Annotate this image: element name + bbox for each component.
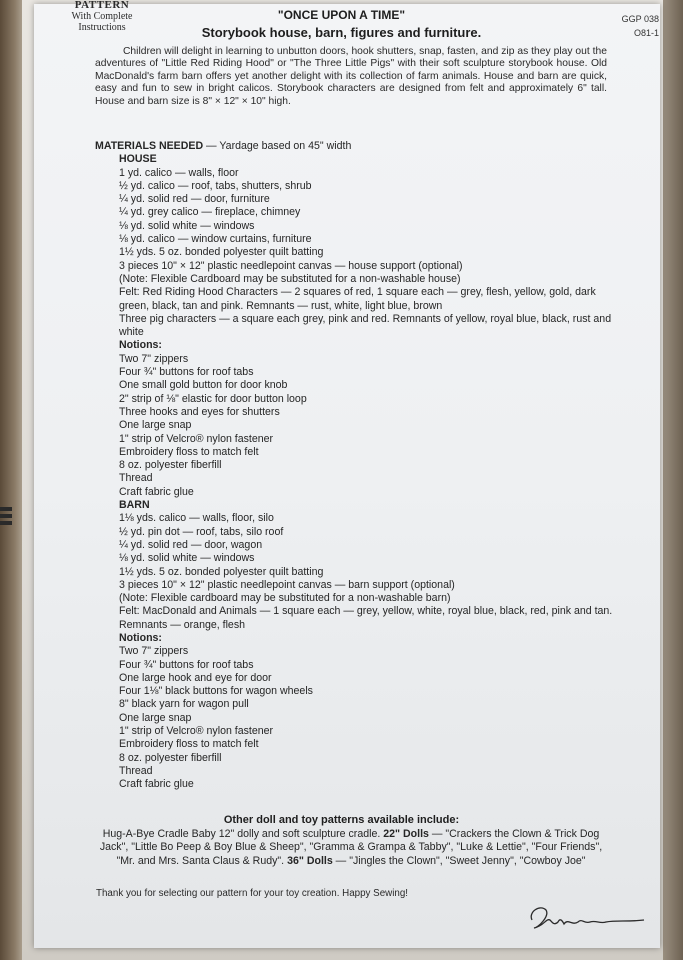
barn-notion-item: Four ¾" buttons for roof tabs (119, 658, 254, 671)
house-material-item: 1½ yds. 5 oz. bonded polyester quilt batting (119, 246, 324, 259)
house-items (95, 167, 615, 340)
barn-heading: BARN (119, 499, 150, 512)
barn-notion-item: Two 7" zippers (119, 645, 189, 658)
thank-you-note: Thank you for selecting our pattern for your toy creation. Happy Sewing! (96, 888, 409, 899)
house-material-item: Three pig characters — a square each grey, pink and red. Remnants of yellow, royal blue, black, rust and white (119, 312, 612, 339)
logo-line: With Complete (71, 11, 133, 22)
code-number: GGP 038 (621, 14, 659, 24)
house-material-item: ¼ yd. solid red — door, furniture (119, 193, 270, 206)
barn-notion-item: 8 oz. polyester fiberfill (119, 751, 222, 764)
barn-notion-item: Craft fabric glue (119, 778, 194, 791)
barn-notion-item: One large snap (119, 711, 192, 724)
house-material-item: 3 pieces 10" × 12" plastic needlepoint canvas — house support (optional) (119, 259, 463, 272)
other-text: Hug-A-Bye Cradle Baby 12" dolly and soft sculpture cradle. (102, 828, 384, 840)
materials-title: MATERIALS NEEDED (95, 140, 204, 152)
house-notion-item: One small gold button for door knob (119, 379, 288, 392)
house-notion-item: One large snap (119, 419, 192, 432)
dolls-36-label: 36" Dolls (287, 854, 333, 867)
house-notions (95, 353, 615, 499)
page-subtitle: Storybook house, barn, figures and furniture. (201, 25, 482, 40)
tape-mark (0, 521, 12, 525)
barn-notion-item: Thread (119, 764, 153, 777)
signature (520, 898, 650, 938)
barn-notions-heading: Notions: (119, 631, 162, 644)
barn-material-item: ⅛ yd. solid white — windows (119, 552, 255, 565)
house-notion-item: 2" strip of ⅛" elastic for door button loop (119, 392, 307, 405)
house-notion-item: Embroidery floss to match felt (119, 445, 259, 458)
other-patterns-heading: Other doll and toy patterns available include: (223, 814, 460, 826)
house-material-item: ¼ yd. grey calico — fireplace, chimney (119, 206, 301, 219)
dolls-22-label: 22" Dolls (383, 828, 429, 840)
logo-line: Instructions (78, 22, 126, 33)
barn-material-item: 1½ yds. 5 oz. bonded polyester quilt batting (119, 565, 324, 578)
other-text: — "Jingles the Clown", "Sweet Jenny", "Cowboy Joe" (332, 854, 586, 867)
house-material-item: ⅛ yd. solid white — windows (119, 219, 255, 232)
code-sub: O81-1 (633, 28, 659, 38)
intro-paragraph (95, 46, 607, 108)
barn-material-item: ½ yd. pin dot — roof, tabs, silo roof (119, 525, 284, 538)
house-material-item: ½ yd. calico — roof, tabs, shutters, shrub (119, 179, 312, 192)
barn-items (95, 512, 615, 632)
barn-material-item: (Note: Flexible cardboard may be substituted for a non-washable barn) (119, 592, 451, 605)
house-notion-item: Four ¾" buttons for roof tabs (119, 366, 254, 379)
barn-notion-item: Embroidery floss to match felt (119, 738, 259, 751)
house-material-item: Felt: Red Riding Hood Characters — 2 squares of red, 1 square each — grey, flesh, yellow, gold, dark green, black, tan and pink. Remnants — rust, white, light blue, brown (119, 286, 596, 312)
house-notion-item: Thread (119, 472, 153, 485)
house-material-item: (Note: Flexible Cardboard may be substituted for a non-washable house) (119, 272, 461, 285)
barn-material-item: 1⅛ yds. calico — walls, floor, silo (119, 512, 274, 525)
house-material-item: ⅛ yd. calico — window curtains, furniture (119, 233, 312, 246)
tape-mark (0, 507, 12, 511)
materials-heading (95, 140, 615, 153)
barn-material-item: ¼ yd. solid red — door, wagon (119, 538, 263, 551)
barn-notion-item: 1" strip of Velcro® nylon fastener (119, 725, 274, 738)
barn-notion-item: 8" black yarn for wagon pull (119, 698, 249, 711)
house-notions-heading: Notions: (119, 339, 162, 352)
house-notion-item: 8 oz. polyester fiberfill (119, 459, 222, 472)
house-notion-item: Craft fabric glue (119, 485, 194, 498)
house-heading: HOUSE (119, 153, 157, 166)
house-notion-item: Three hooks and eyes for shutters (119, 405, 280, 418)
logo-line: PATTERN (74, 0, 130, 11)
house-notion-item: 1" strip of Velcro® nylon fastener (119, 432, 274, 445)
other-text: — "Crackers the Clown & Trick Dog Jack", "Little Bo Peep & Boy Blue & Sheep", "Gramma & Grampa & Tabby", "Luke & Lettie", "Four Friends", "Mr. and Mrs. Santa Claus & Rudy". (99, 828, 603, 867)
signature-stroke (531, 908, 644, 928)
page-title: "ONCE UPON A TIME" (277, 8, 406, 22)
house-material-item: 1 yd. calico — walls, floor (119, 166, 239, 179)
barn-material-item: 3 pieces 10" × 12" plastic needlepoint canvas — barn support (optional) (119, 578, 455, 591)
barn-notions (95, 645, 615, 791)
intro-text: Children will delight in learning to unbutton doors, hook shutters, snap, fasten, and zip as they play out the adventures of "Little Red Riding Hood" or "The Three Little Pigs" with their soft sculpture storybook house. Old MacDonald's farm barn offers yet another delight with its collection of farm animals. House and barn are quick, easy and fun to sew in bright calicos. Storybook characters are designed from felt and approximately 6" tall. House and barn size is 8" × 12" × 10" high. (95, 46, 607, 107)
barn-material-item: Felt: MacDonald and Animals — 1 square each — grey, yellow, white, royal blue, black, red, pink and tan. Remnants — orange, flesh (119, 605, 613, 631)
materials-note: — Yardage based on 45" width (203, 140, 352, 152)
barn-notion-item: One large hook and eye for door (119, 671, 272, 684)
house-notion-item: Two 7" zippers (119, 352, 189, 365)
barn-notion-item: Four 1⅛" black buttons for wagon wheels (119, 685, 313, 698)
other-patterns-text (90, 828, 612, 868)
tape-mark (0, 514, 12, 518)
materials-list (95, 140, 615, 792)
